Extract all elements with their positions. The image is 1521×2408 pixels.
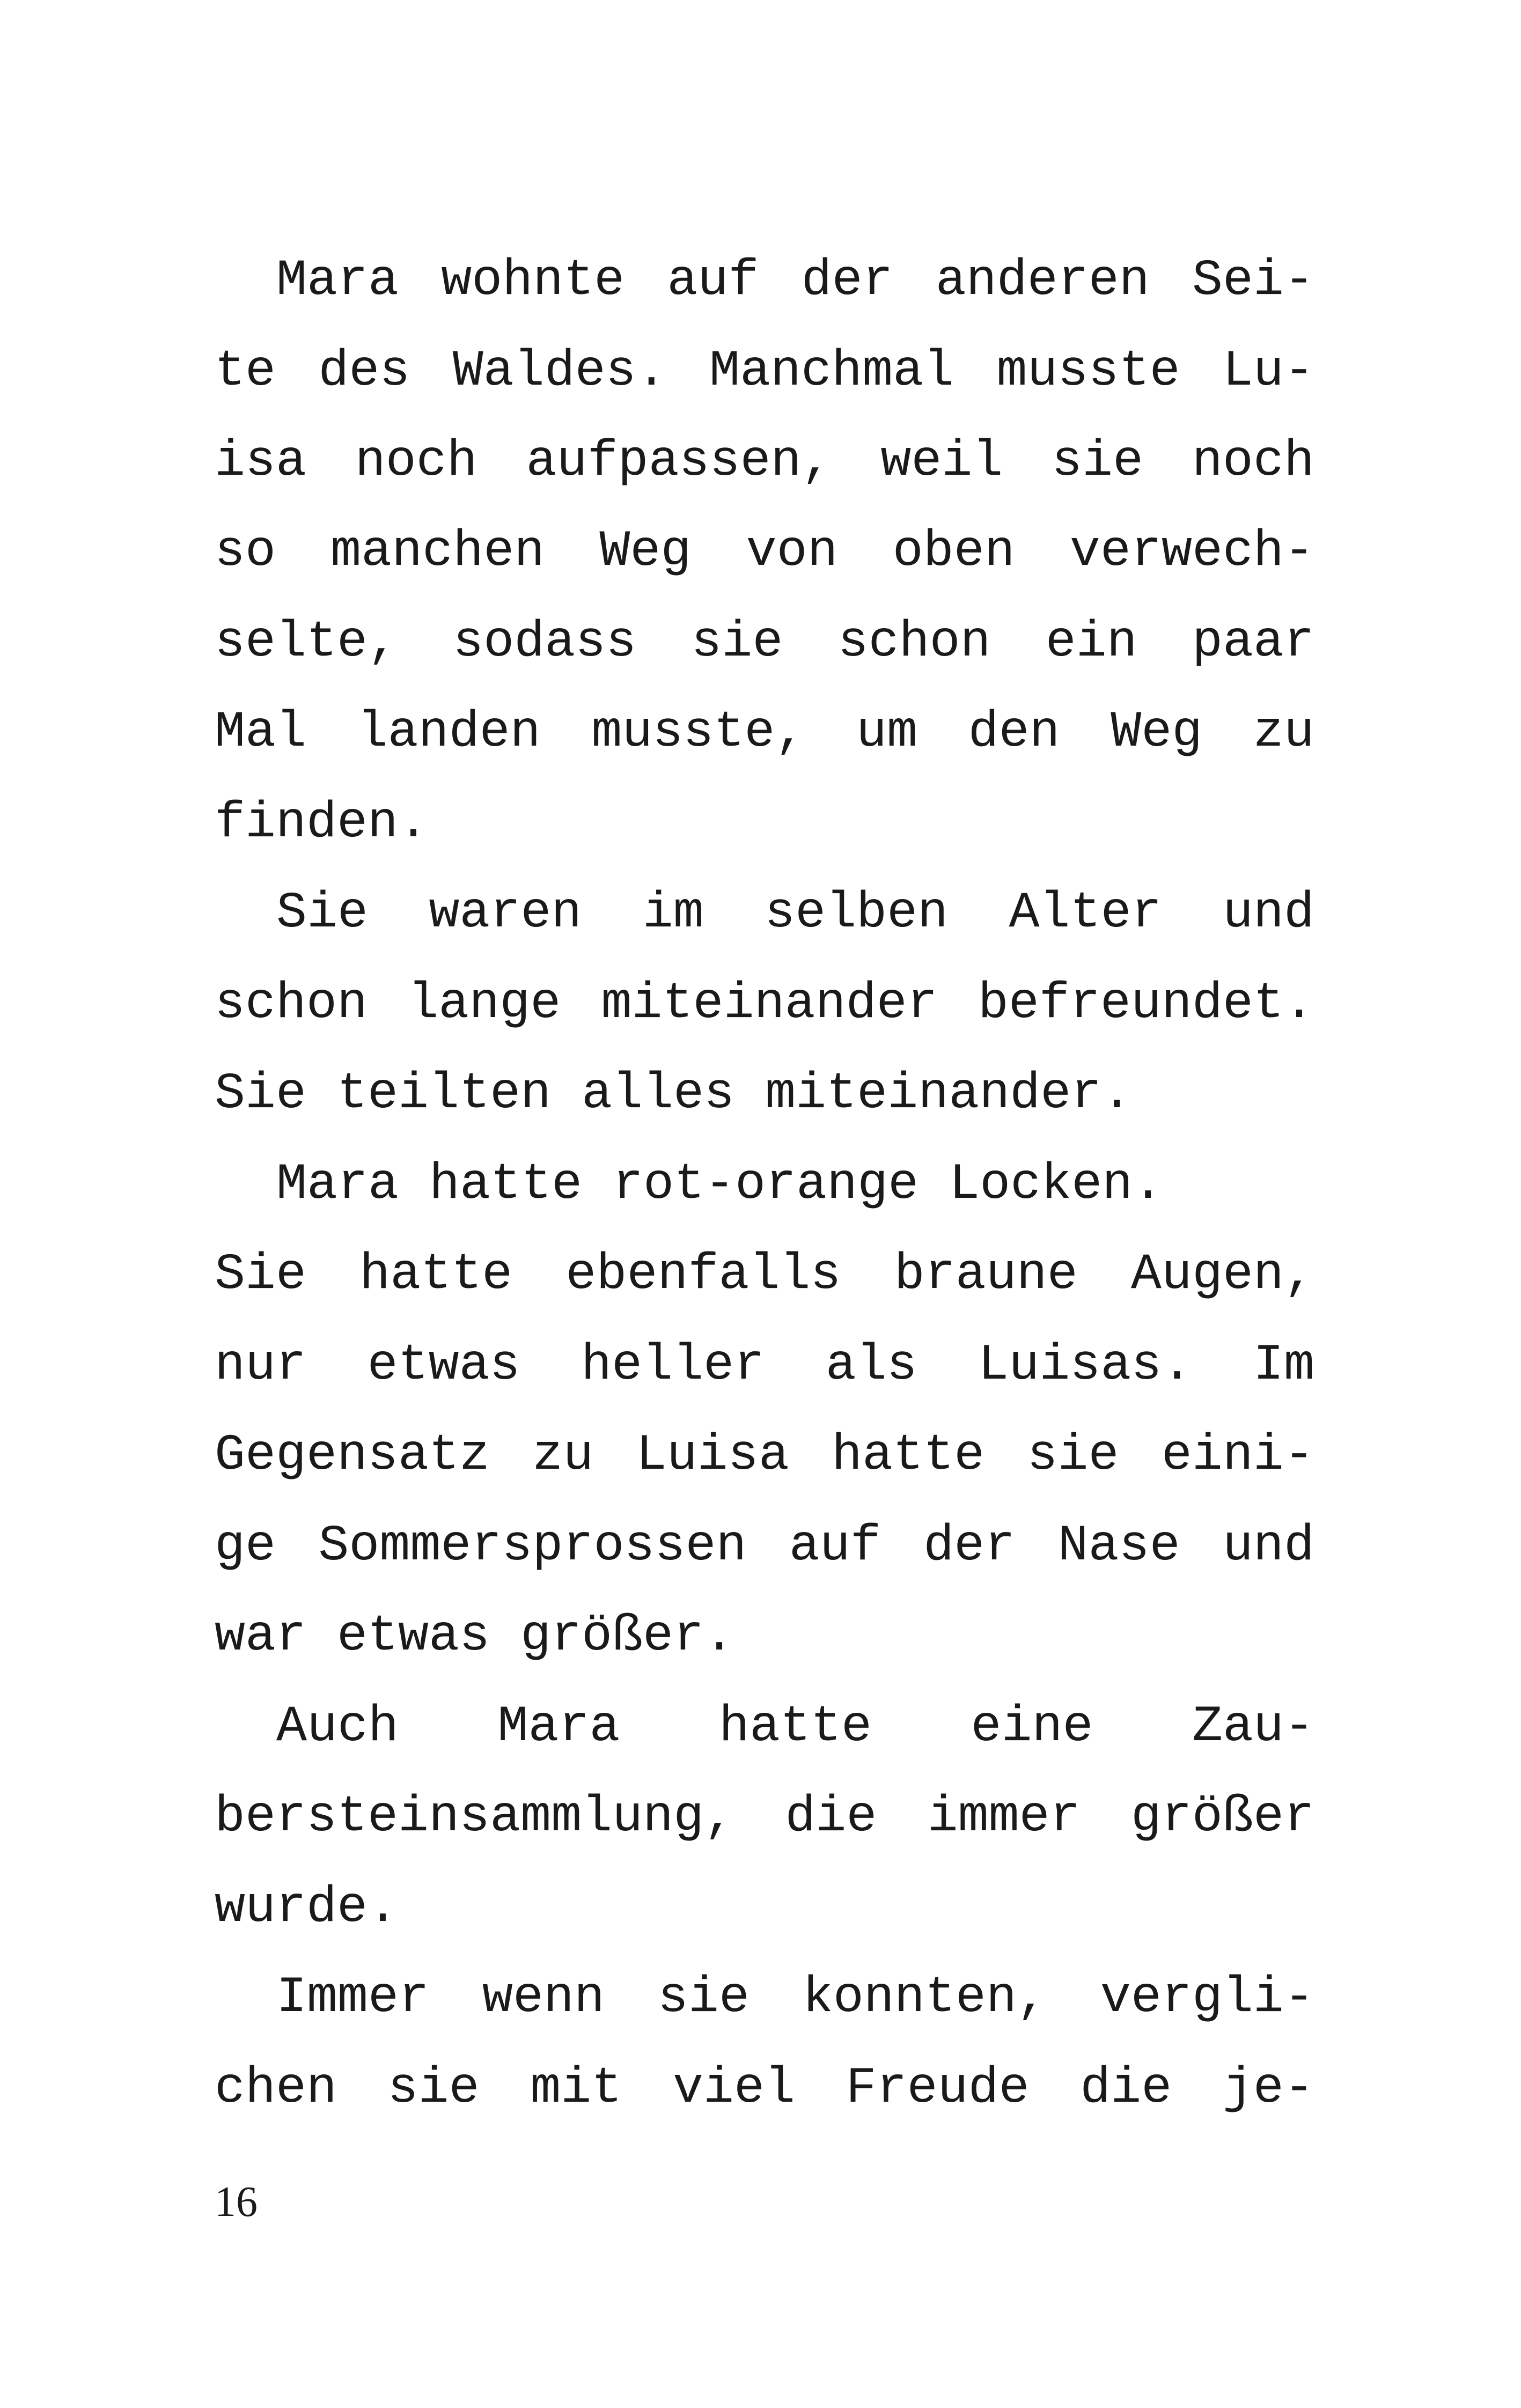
word: hatte <box>429 1155 583 1213</box>
word: zu <box>1253 703 1314 761</box>
word: lange <box>408 975 561 1033</box>
word: und <box>1222 1517 1314 1575</box>
word: selben <box>765 884 949 942</box>
word: ebenfalls <box>565 1246 841 1304</box>
word: musste <box>996 342 1180 400</box>
word: Gegensatz <box>215 1426 490 1484</box>
word: hatte <box>718 1698 872 1756</box>
word: musste, <box>591 703 806 761</box>
word: auf <box>789 1517 881 1575</box>
word: isa <box>215 432 307 490</box>
word: oben <box>892 522 1015 580</box>
word: Sie <box>215 1065 307 1123</box>
word: konnten, <box>802 1969 1047 2027</box>
page-number: 16 <box>215 2178 258 2226</box>
text-line <box>276 248 1314 313</box>
word: etwas <box>367 1336 520 1394</box>
word: manchen <box>330 522 545 580</box>
word: sie <box>1052 432 1144 490</box>
word: rot-orange <box>613 1155 919 1213</box>
word: alles <box>582 1065 735 1123</box>
word: eini- <box>1161 1426 1314 1484</box>
text-line <box>276 1152 1314 1217</box>
word: größer <box>1130 1788 1314 1846</box>
word: teilten <box>337 1065 552 1123</box>
word: Weg <box>1111 703 1203 761</box>
word: und <box>1222 884 1314 942</box>
word: Auch <box>276 1698 399 1756</box>
word: der <box>923 1517 1016 1575</box>
word: der <box>801 252 893 310</box>
word: waren <box>429 884 582 942</box>
word: etwas <box>337 1607 490 1665</box>
word: Immer <box>276 1969 430 2027</box>
word: hatte <box>359 1246 513 1304</box>
text-line <box>215 1604 1314 1668</box>
word: die <box>1080 2059 1172 2117</box>
word: Zau- <box>1192 1698 1314 1756</box>
word: Waldes. <box>452 342 667 400</box>
text-line <box>276 881 1314 945</box>
word: viel <box>672 2059 795 2117</box>
word: Lu- <box>1222 342 1314 400</box>
word: landen <box>357 703 541 761</box>
word: um <box>856 703 918 761</box>
word: aufpassen, <box>526 432 832 490</box>
word: des <box>318 342 410 400</box>
word: bersteinsammlung, <box>215 1788 735 1846</box>
word: Manchmal <box>709 342 954 400</box>
text-line <box>215 429 1314 494</box>
word: Mara <box>497 1698 620 1756</box>
word: größer. <box>520 1607 735 1665</box>
text-line <box>276 1965 1314 2030</box>
word: noch <box>1192 432 1314 490</box>
word: Luisas. <box>978 1336 1193 1394</box>
word: die <box>785 1788 877 1846</box>
text-line <box>215 2056 1314 2120</box>
word: Nase <box>1057 1517 1180 1575</box>
word: schon <box>215 975 368 1033</box>
word: selte, <box>215 613 399 671</box>
word: mit <box>530 2059 622 2117</box>
word: Sommersprossen <box>318 1517 747 1575</box>
text-line <box>215 1242 1314 1307</box>
word: Sei- <box>1192 252 1314 310</box>
word: sie <box>1027 1426 1119 1484</box>
word: zu <box>532 1426 594 1484</box>
word: anderen <box>935 252 1150 310</box>
word: so <box>215 522 276 580</box>
text-line <box>215 1785 1314 1849</box>
text-line <box>215 1333 1314 1397</box>
text-line <box>215 971 1314 1036</box>
word: je- <box>1222 2059 1314 2117</box>
word: hatte <box>832 1426 985 1484</box>
word: Augen, <box>1130 1246 1314 1304</box>
text-line <box>215 339 1314 403</box>
word: eine <box>971 1698 1093 1756</box>
word: ein <box>1045 613 1137 671</box>
word: schon <box>837 613 991 671</box>
word: Mal <box>215 703 307 761</box>
word: wohnte <box>441 252 625 310</box>
text-line <box>215 610 1314 674</box>
word: weil <box>880 432 1003 490</box>
word: sie <box>691 613 783 671</box>
word: wurde. <box>215 1879 399 1936</box>
word: immer <box>927 1788 1081 1846</box>
text-line <box>276 1695 1314 1759</box>
word: Im <box>1253 1336 1314 1394</box>
word: paar <box>1192 613 1314 671</box>
word: Mara <box>276 252 399 310</box>
text-line <box>215 1062 1314 1126</box>
word: heller <box>581 1336 765 1394</box>
word: war <box>215 1607 307 1665</box>
word: miteinander <box>601 975 938 1033</box>
text-line <box>215 1423 1314 1487</box>
word: Mara <box>276 1155 399 1213</box>
word: auf <box>667 252 759 310</box>
text-line <box>215 519 1314 584</box>
word: ge <box>215 1517 276 1575</box>
word: den <box>968 703 1060 761</box>
word: im <box>642 884 704 942</box>
word: von <box>746 522 838 580</box>
word: sie <box>657 1969 750 2027</box>
word: verwech- <box>1069 522 1314 580</box>
word: te <box>215 342 276 400</box>
word: als <box>825 1336 917 1394</box>
word: Alter <box>1009 884 1162 942</box>
word: chen <box>215 2059 337 2117</box>
word: sodass <box>453 613 637 671</box>
word: noch <box>355 432 477 490</box>
word: braune <box>894 1246 1078 1304</box>
word: nur <box>215 1336 307 1394</box>
word: sie <box>387 2059 480 2117</box>
text-line <box>215 791 1314 855</box>
word: Luisa <box>636 1426 789 1484</box>
word: miteinander. <box>765 1065 1133 1123</box>
word: vergli- <box>1100 1969 1314 2027</box>
word: Sie <box>215 1246 307 1304</box>
word: Locken. <box>949 1155 1164 1213</box>
word: befreundet. <box>978 975 1314 1033</box>
text-line <box>215 1514 1314 1578</box>
word: Sie <box>276 884 369 942</box>
word: finden. <box>215 794 429 852</box>
word: Freude <box>846 2059 1030 2117</box>
text-line <box>215 700 1314 764</box>
word: Weg <box>599 522 692 580</box>
text-line <box>215 1875 1314 1940</box>
word: wenn <box>482 1969 605 2027</box>
